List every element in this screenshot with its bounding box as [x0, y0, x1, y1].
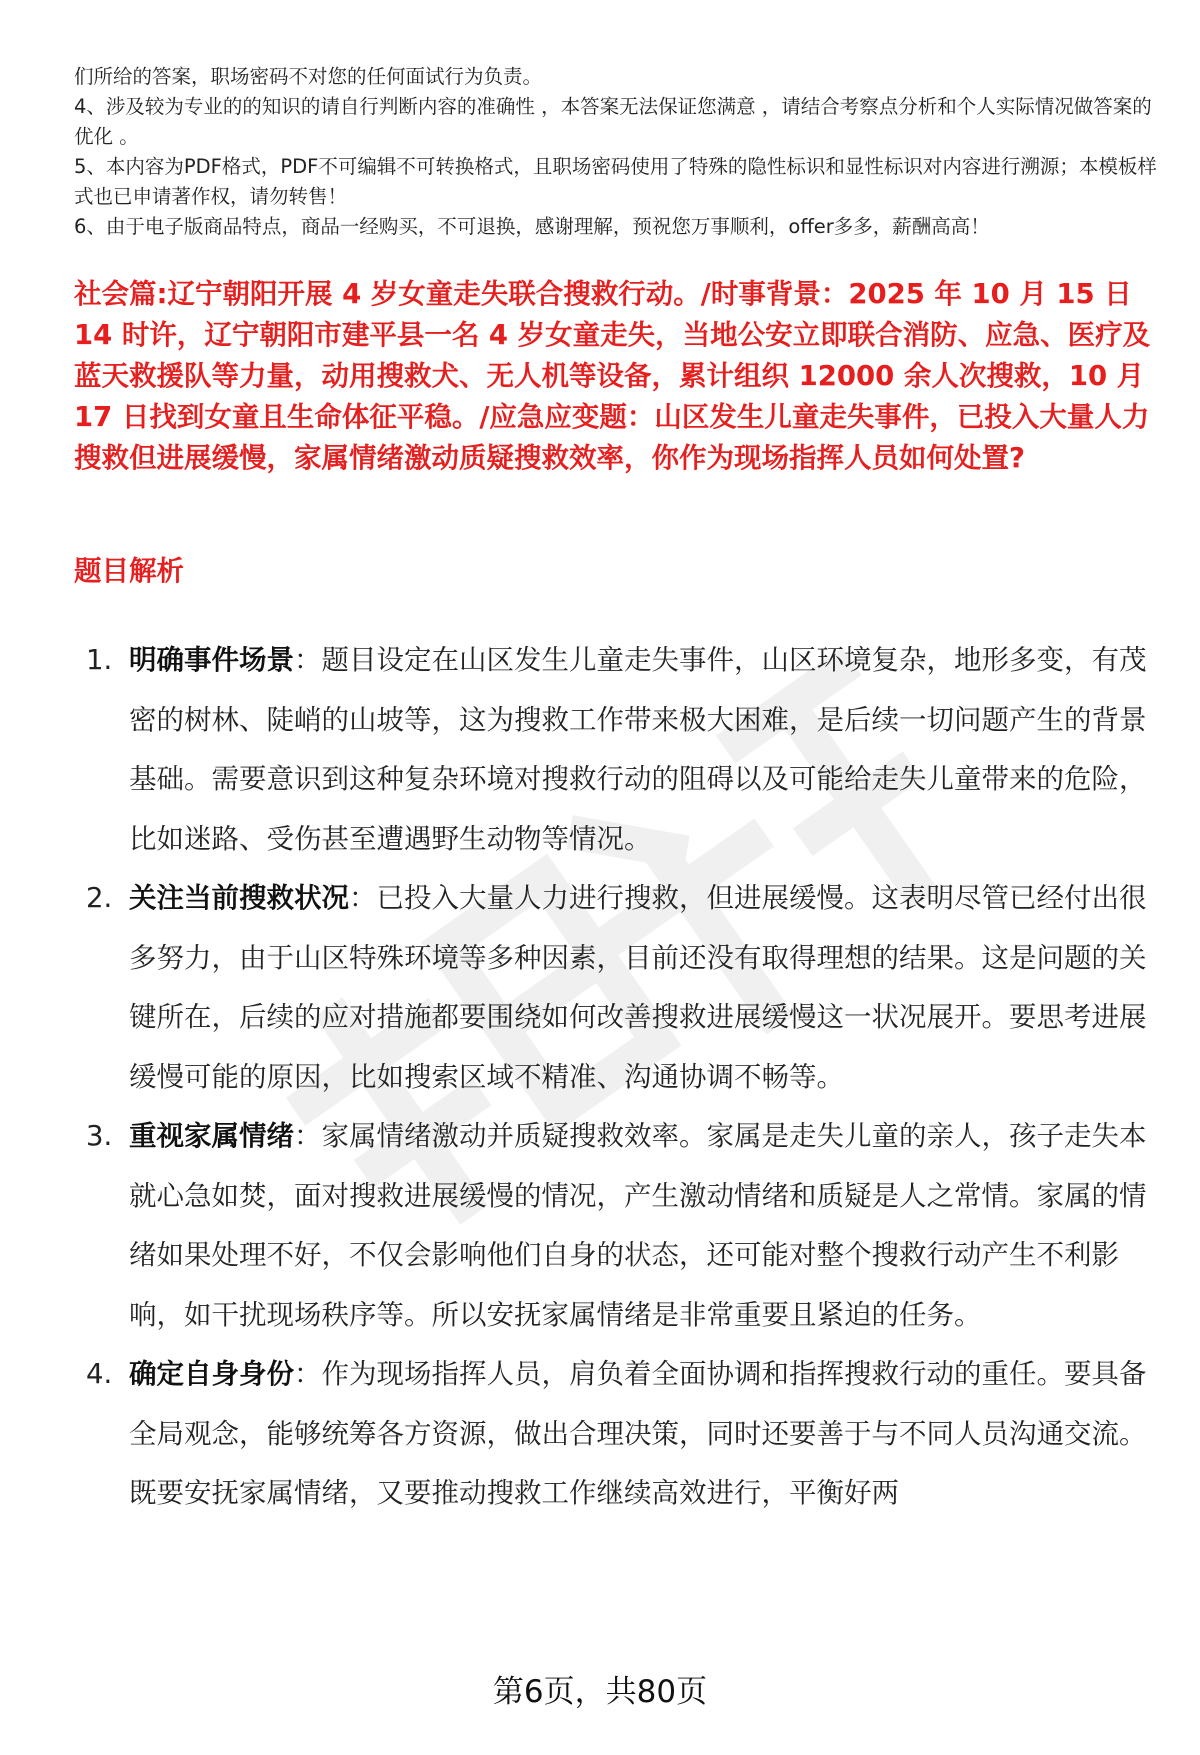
- analysis-item: [74, 869, 1154, 1107]
- note-line: 们所给的答案，职场密码不对您的任何面试行为负责。: [74, 65, 543, 88]
- item-text: ：已投入大量人力进行搜救，但进展缓慢。这表明尽管已经付出很多努力，由于山区特殊环境等多种因素，目前还没有取得理想的结果。这是问题的关键所在，后续的应对措施都要围绕如何改善搜救进展缓慢这一状况展开。要思考进展缓慢可能的原因，比如搜索区域不精准、沟通协调不畅等。: [129, 882, 1147, 1093]
- analysis-item: [74, 631, 1154, 869]
- analysis-item: [74, 1345, 1154, 1524]
- item-text: ：作为现场指挥人员，肩负着全面协调和指挥搜救行动的重任。要具备全局观念，能够统筹各方资源，做出合理决策，同时还要善于与不同人员沟通交流。既要安抚家属情绪，又要推动搜救工作继续高效进行，平衡好两: [129, 1358, 1147, 1509]
- analysis-list: [74, 631, 1154, 1524]
- item-number: 4.: [86, 1358, 113, 1390]
- item-term: 确定自身身份: [129, 1358, 294, 1390]
- page-number: 第6页，共80页: [492, 1674, 708, 1710]
- purchase-notes: [74, 62, 1164, 242]
- analysis-item: [74, 1107, 1154, 1345]
- item-text: ：题目设定在山区发生儿童走失事件，山区环境复杂，地形多变，有茂密的树林、陡峭的山坡等，这为搜救工作带来极大困难，是后续一切问题产生的背景基础。需要意识到这种复杂环境对搜救行动的阻碍以及可能给走失儿童带来的危险，比如迷路、受伤甚至遭遇野生动物等情况。: [129, 644, 1147, 855]
- item-text: ：家属情绪激动并质疑搜救效率。家属是走失儿童的亲人，孩子走失本就心急如焚，面对搜救进展缓慢的情况，产生激动情绪和质疑是人之常情。家属的情绪如果处理不好，不仅会影响他们自身的状态，还可能对整个搜救行动产生不利影响，如干扰现场秩序等。所以安抚家属情绪是非常重要且紧迫的任务。: [129, 1120, 1147, 1331]
- item-number: 3.: [86, 1120, 113, 1152]
- item-term: 关注当前搜救状况: [129, 882, 349, 914]
- item-number: 2.: [86, 882, 113, 914]
- item-number: 1.: [86, 644, 113, 676]
- note-line: 4、涉及较为专业的的知识的请自行判断内容的准确性 ，本答案无法保证您满意 ，请结合考察点分析和个人实际情况做答案的优化 。: [74, 95, 1152, 148]
- section-title: 题目解析: [74, 555, 184, 587]
- item-term: 明确事件场景: [129, 644, 294, 676]
- note-line: 6、由于电子版商品特点，商品一经购买，不可退换，感谢理解，预祝您万事顺利，offer多多，薪酬高高！: [74, 215, 990, 238]
- item-term: 重视家属情绪: [129, 1120, 294, 1152]
- question-headline: 社会篇:辽宁朝阳开展 4 岁女童走失联合搜救行动。/时事背景：2025 年 10 月 15 日 14 时许，辽宁朝阳市建平县一名 4 岁女童走失，当地公安立即联合消防、应急、医疗及蓝天救援队等力量，动用搜救犬、无人机等设备，累计组织 12000 余人次搜救，10 月 17 日找到女童且生命体征平稳。/应急应变题：山区发生儿童走失事件，已投入大量人力搜救但进展缓慢，家属情绪激动质疑搜救效率，你作为现场指挥人员如何处置?: [74, 278, 1151, 474]
- note-line: 5、本内容为PDF格式，PDF不可编辑不可转换格式，且职场密码使用了特殊的隐性标识和显性标识对内容进行溯源；本模板样式也已申请著作权，请勿转售！: [74, 155, 1157, 208]
